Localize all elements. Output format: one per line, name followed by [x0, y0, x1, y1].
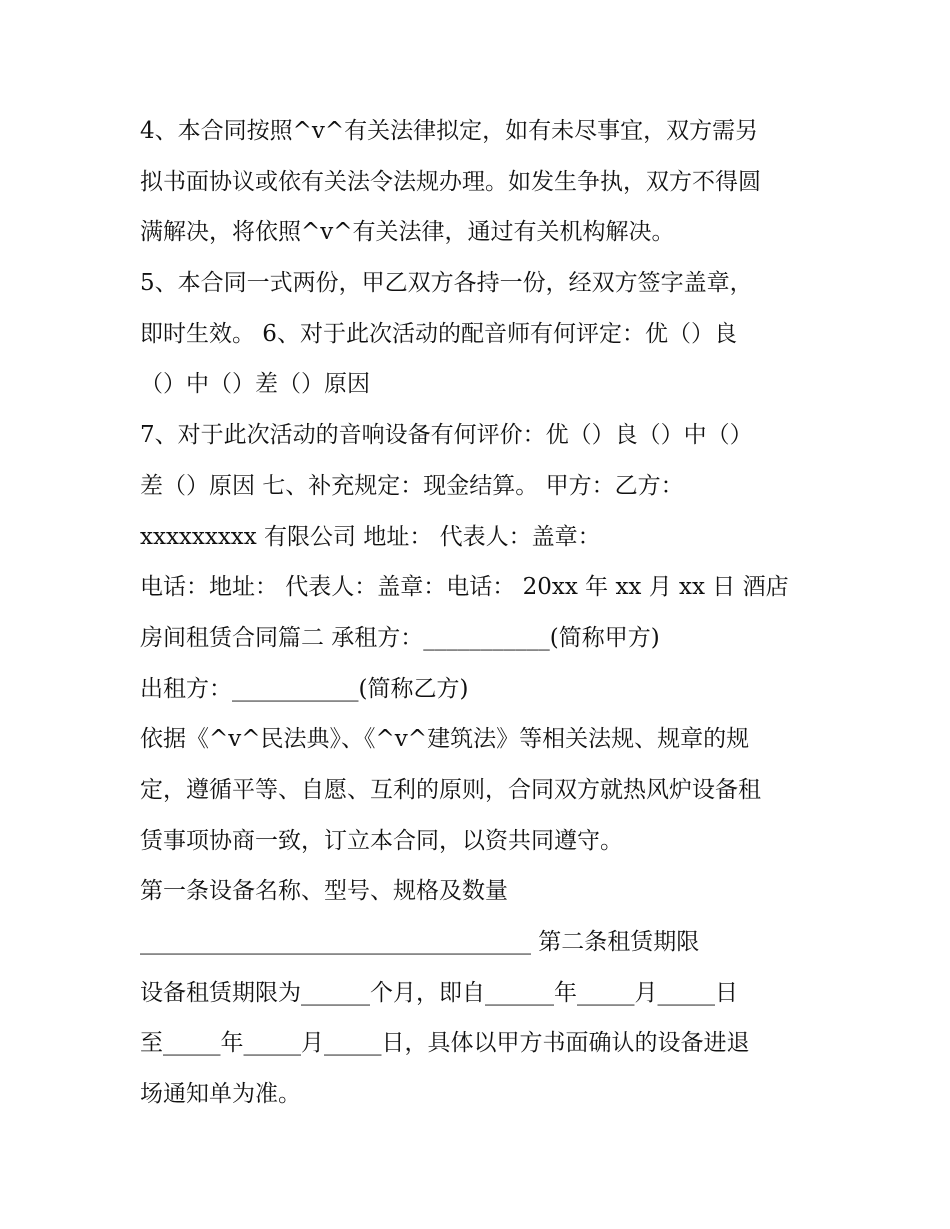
text-line: 即时生效。 6、对于此次活动的配音师有何评定：优（）良	[140, 320, 737, 347]
text-line: 拟书面协议或依有关法令法规办理。如发生争执，双方不得圆	[140, 168, 761, 195]
contract-text	[140, 106, 830, 1120]
text-line: 5、本合同一式两份，甲乙双方各持一份，经双方签字盖章，	[140, 270, 753, 297]
text-line: 差（）原因 七、补充规定：现金结算。 甲方：乙方：	[140, 472, 684, 499]
text-line: __________________________________ 第二条租赁期限	[140, 929, 700, 955]
text-line: 场通知单为准。	[140, 1081, 301, 1108]
text-line: 满解决，将依照^v^有关法律，通过有关机构解决。	[140, 219, 675, 246]
text-line: 7、对于此次活动的音响设备有何评价：优（）良（）中（）	[140, 422, 753, 449]
text-line: 4、本合同按照^v^有关法律拟定，如有未尽事宜，双方需另	[140, 118, 759, 144]
text-line: 第一条设备名称、型号、规格及数量	[140, 878, 508, 905]
text-line: 出租方：___________(简称乙方)	[140, 675, 469, 702]
text-line: xxxxxxxxx 有限公司 地址： 代表人：盖章：	[140, 523, 601, 550]
text-line: 定，遵循平等、自愿、互利的原则，合同双方就热风炉设备租	[140, 776, 761, 803]
text-line: 电话：地址： 代表人：盖章：电话： 20xx 年 xx 月 xx 日 酒店	[140, 574, 789, 601]
text-line: 设备租赁期限为______个月，即自______年_____月_____日	[140, 979, 738, 1006]
text-line: 赁事项协商一致，订立本合同，以资共同遵守。	[140, 827, 623, 854]
text-line: 依据《^v^民法典》、《^v^建筑法》等相关法规、规章的规	[140, 726, 750, 753]
text-line: （）中（）差（）原因	[140, 371, 370, 398]
text-line: 房间租赁合同篇二 承租方：___________(简称甲方)	[140, 624, 660, 651]
text-line: 至_____年_____月_____日，具体以甲方书面确认的设备进退	[140, 1030, 750, 1057]
